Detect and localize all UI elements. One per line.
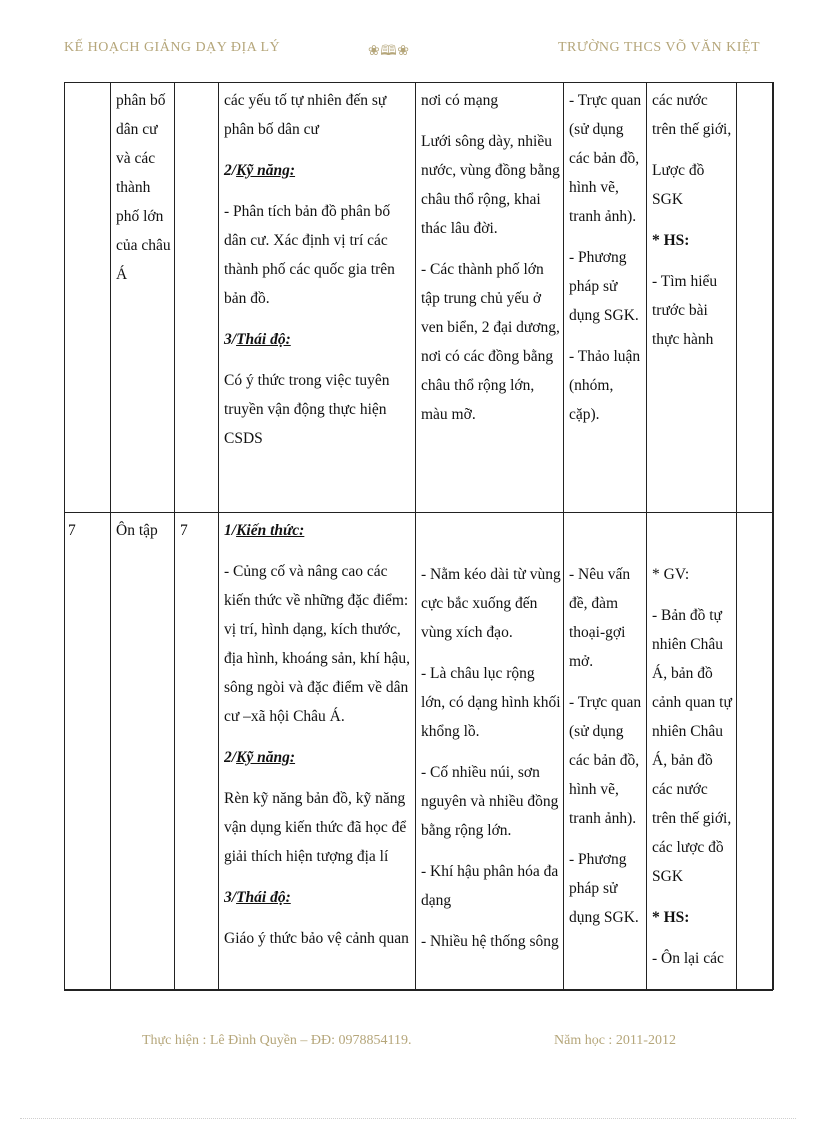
lesson-name-cell: phân bố dân cư và các thành phố lớn của châu Á (116, 92, 171, 283)
content-paragraph: Lưới sông dày, nhiều nước, vùng đồng bằng châu thổ rộng, khai thác lâu đời. (421, 133, 560, 237)
materials-cell (652, 86, 734, 366)
section-heading-attitude: 3/Thái độ: (224, 889, 291, 906)
table-row (116, 86, 172, 289)
page-bottom-divider (20, 1118, 796, 1119)
table-border-bottom (64, 989, 773, 991)
content-paragraph: - Cố nhiều núi, sơn nguyên và nhiều đồng bằng rộng lớn. (421, 764, 559, 839)
table-col-divider (174, 82, 175, 990)
content-paragraph: nơi có mạng (421, 92, 499, 109)
materials-cell (652, 560, 734, 986)
method-paragraph: - Phương pháp sử dụng SGK. (569, 851, 639, 926)
material-paragraph: - Tìm hiểu trước bài thực hành (652, 273, 718, 348)
lesson-name-cell: Ôn tập (116, 522, 158, 539)
table-border-top (64, 82, 773, 83)
section-heading-knowledge: 1/Kiến thức: (224, 522, 305, 539)
material-paragraph: Lược đồ SGK (652, 162, 705, 208)
table-col-divider (646, 82, 647, 990)
header-title-left: KẾ HOẠCH GIẢNG DẠY ĐỊA LÝ (64, 40, 281, 55)
content-paragraph: - Khí hậu phân hóa đa dạng (421, 863, 559, 909)
method-paragraph: - Trực quan (sử dụng các bản đồ, hình vẽ, tranh ảnh). (569, 92, 642, 225)
material-heading-hs: * HS: (652, 232, 690, 249)
method-paragraph: - Thảo luận (nhóm, cặp). (569, 348, 641, 423)
material-paragraph: các nước trên thế giới, (652, 92, 732, 138)
knowledge-text: - Củng cố và nâng cao các kiến thức về những đặc điểm: vị trí, hình dạng, kích thước, địa hình, khoáng sản, khí hậu, sông ngòi và đặc điểm về dân cư –xã hội Châu Á. (224, 563, 410, 725)
content-paragraph: - Các thành phố lớn tập trung chủ yếu ở ven biển, 2 đại dương, nơi có các đồng bằng châu thổ rộng lớn, màu mỡ. (421, 261, 560, 423)
table-col-divider (218, 82, 219, 990)
header-ornament: ❀🕮❀ (368, 44, 410, 59)
footer-school-year: Năm học : 2011-2012 (554, 1033, 676, 1048)
objectives-cell (224, 516, 412, 986)
table-row-divider (64, 512, 773, 513)
table-col-divider (415, 82, 416, 990)
section-heading-skills: 2/Kỹ năng: (224, 749, 296, 766)
skills-text: - Phân tích bản đồ phân bố dân cư. Xác định vị trí các thành phố các quốc gia trên bản đồ. (224, 203, 395, 307)
section-heading-attitude: 3/Thái độ: (224, 331, 291, 348)
method-paragraph: - Phương pháp sử dụng SGK. (569, 249, 639, 324)
skills-text: Rèn kỹ năng bản đồ, kỹ năng vận dụng kiến thức đã học để giải thích hiện tượng địa lí (224, 790, 407, 865)
table-col-divider (736, 82, 737, 990)
material-paragraph: - Ôn lại các (652, 950, 724, 967)
content-cell (421, 560, 561, 986)
attitude-text: Giáo ý thức bảo vệ cảnh quan (224, 930, 409, 947)
material-paragraph: - Bản đồ tự nhiên Châu Á, bản đồ cảnh quan tự nhiên Châu Á, bản đồ các nước trên thế giới, các lược đồ SGK (652, 607, 732, 885)
content-paragraph: - Nằm kéo dài từ vùng cực bắc xuống đến vùng xích đạo. (421, 566, 561, 641)
objectives-cell (224, 86, 412, 465)
footer-author: Thực hiện : Lê Đình Quyền – ĐĐ: 0978854119. (142, 1033, 412, 1048)
objective-text: các yếu tố tự nhiên đến sự phân bố dân cư (224, 92, 387, 138)
method-paragraph: - Trực quan (sử dụng các bản đồ, hình vẽ, tranh ảnh). (569, 694, 642, 827)
week-cell: 7 (68, 522, 76, 539)
table-col-divider (110, 82, 111, 990)
method-paragraph: - Nêu vấn đề, đàm thoại-gợi mở. (569, 566, 631, 670)
material-heading-gv: * GV: (652, 566, 690, 583)
content-paragraph: - Nhiều hệ thống sông (421, 933, 559, 950)
content-paragraph: - Là châu lục rộng lớn, có dạng hình khối khổng lồ. (421, 665, 561, 740)
table-col-divider (563, 82, 564, 990)
period-cell: 7 (180, 522, 188, 539)
table-border-left (64, 82, 65, 990)
section-heading-skills: 2/Kỹ năng: (224, 162, 296, 179)
methods-cell (569, 560, 645, 944)
table-border-right (772, 82, 774, 990)
attitude-text: Có ý thức trong việc tuyên truyền vận động thực hiện CSDS (224, 372, 390, 447)
content-cell (421, 86, 561, 441)
header-school-name: TRƯỜNG THCS VÕ VĂN KIỆT (558, 40, 761, 55)
material-heading-hs: * HS: (652, 909, 690, 926)
methods-cell (569, 86, 645, 441)
